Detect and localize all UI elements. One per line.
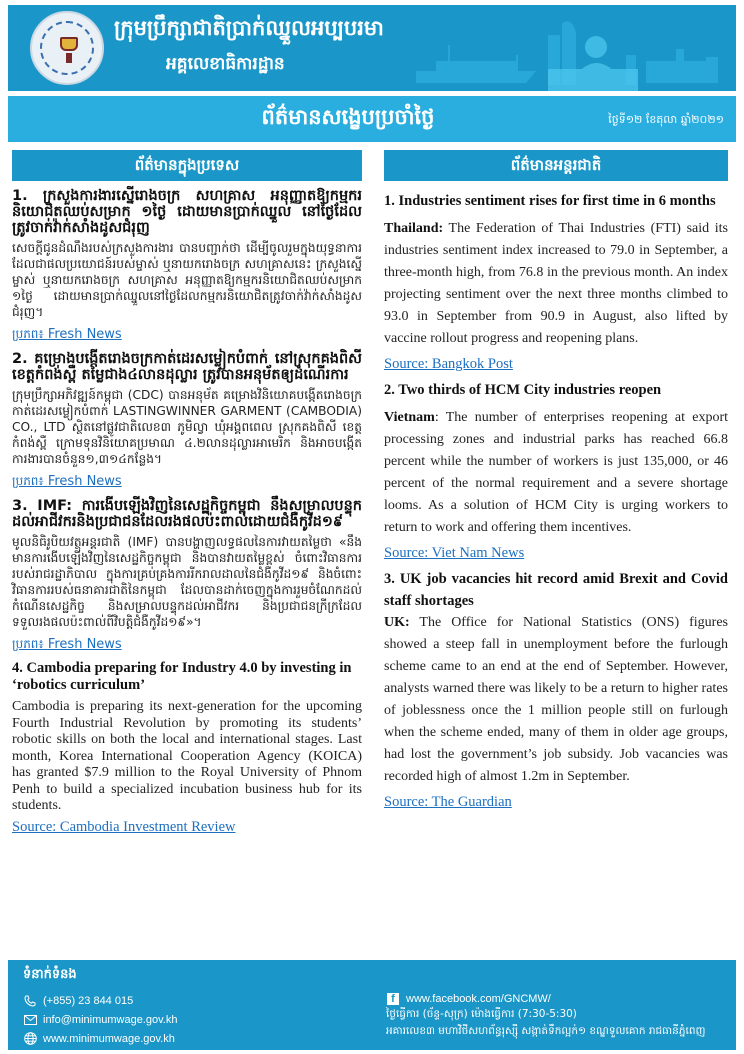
international-news-heading: ព័ត៌មានអន្តរជាតិ [384, 150, 728, 181]
contact-block [23, 966, 177, 1048]
issue-date: ថ្ងៃទី១២ ខែតុលា ឆ្នាំ២០២១ [608, 113, 724, 126]
logo-cup-stem [66, 53, 72, 63]
email-link[interactable]: info@minimumwage.gov.kh [43, 1013, 178, 1026]
contact-heading: ទំនាក់ទំនង [23, 967, 77, 982]
article-body: សេចក្តីជូនដំណឹងរបស់ក្រសួងការងារ បានបញ្ជាក់ថា ដើម្បីចូលរួមក្នុងយុទ្ធនាការដែលជាផលប្រយោជន៍របស់ម្ចាស់ ឬនាយករោងចក្រ សហគ្រាសនេះ ក្រសួងស្នើម្ចាស់ ឬនាយករោងចក្រ សហគ្រាស អនុញ្ញាតឱ្យកម្មករនិយោជិតឈប់សម្រាក ១ថ្ងៃ ដោយមានប្រាក់ឈ្នួលនៅថ្ងៃដែលកម្មករនិយោជិតត្រូវចាក់វ៉ាក់សាំងដូសជំរុញ។ [12, 241, 362, 319]
phone-row [23, 991, 177, 1010]
national-article-1 [12, 188, 362, 344]
source-name: Fresh News [47, 474, 122, 489]
international-article-2 [384, 379, 728, 562]
article-body [384, 612, 728, 788]
phone-number: (+855) 23 844 015 [43, 994, 134, 1007]
article-title: 3. IMF: ការងើបឡើងវិញនៃសេដ្ឋកិច្ចកម្ពុជា នឹងសម្រាលបន្ទុកដល់អាជីវករនិងប្រជាជនដែលរងផលប៉ះពាល់ដោយជំងឺកូវីដ១៩ [12, 498, 362, 530]
article-source-link[interactable]: Source: Cambodia Investment Review [12, 818, 236, 835]
national-news-column [12, 150, 362, 836]
footer [8, 960, 736, 1050]
international-article-1 [384, 190, 728, 373]
globe-icon [23, 1032, 37, 1046]
source-name: Fresh News [47, 637, 122, 652]
title-bar [8, 96, 736, 142]
article-country: Thailand: [384, 221, 444, 236]
website-row [23, 1029, 177, 1048]
article-body [384, 407, 728, 539]
international-news-column [384, 150, 728, 811]
article-body: ក្រុមប្រឹក្សាអភិវឌ្ឍន៍កម្ពុជា (CDC) បានអនុម័ត គម្រោងវិនិយោគបង្កើតរោងចក្រកាត់ដេរសម្លៀកបំពាក់ LASTINGWINNER GARMENT (CAMBODIA) CO., LTD ស្ថិតនៅផ្លូវជាតិលេខ៣ ភូមិល្វា ឃុំអង្គពពេល ស្រុកគងពិសី ខេត្តកំពង់ស្ពឺ ក្រោមទុនវិនិយោគប្រមាណ ៤.២លានដុល្លារអាមេរិក និងអាចបង្កើតការងារបានចំនួន១,៣១៤កន្លែង។ [12, 388, 362, 466]
header-banner [8, 5, 736, 91]
page-title: ព័ត៌មានសង្ខេបប្រចាំថ្ងៃ [261, 105, 435, 129]
article-source-link[interactable]: Source: Bangkok Post [384, 356, 513, 372]
article-title: 2. គម្រោងបង្កើតរោងចក្រកាត់ដេរសម្លៀកបំពាក់ នៅស្រុកគងពិសី ខេត្តកំពង់ស្ពឺ តម្លៃជាង៤លានដុល្លារ ត្រូវបានអនុម័តឲ្យដំណើរការ [12, 351, 362, 383]
national-article-3 [12, 498, 362, 654]
email-icon [23, 1013, 37, 1027]
article-source-link[interactable] [12, 326, 122, 344]
facebook-row [386, 990, 705, 1007]
article-title: 1. Industries sentiment rises for first time in 6 months [384, 193, 716, 209]
article-text: : The number of enterprises reopening at export processing zones and industrial parks has reached 66.8 percent while the number of workers is just 135,000, or 46 percent of the normal requirement and a severe shortage looms. As a solution of HCM City is urging workers to return to work and offering them incentives. [384, 410, 728, 535]
org-name: ក្រុមប្រឹក្សាជាតិប្រាក់ឈ្នួលអប្បបរមា [114, 16, 384, 40]
article-body [384, 218, 728, 350]
council-seal-logo [30, 11, 104, 85]
phone-icon [23, 994, 37, 1008]
source-name: Fresh News [47, 327, 122, 342]
article-body: Cambodia is preparing its next-generation for the upcoming Fourth Industrial Revolution by promoting its students’ robotic skills on both the local and international stages. Last month, Korea International Cooperation Agency (KOICA) has granted $7.9 million to the Royal University of Phnom Penh to build a specialized incubation business hub for its students. [12, 699, 362, 813]
national-news-heading: ព័ត៌មានក្នុងប្រទេស [12, 150, 362, 181]
article-title: 3. UK job vacancies hit record amid Brexit and Covid staff shortages [384, 571, 728, 609]
article-title: 4. Cambodia preparing for Industry 4.0 by investing in ‘robotics curriculum’ [12, 660, 352, 693]
article-text: The Office for National Statistics (ONS) figures showed a steep fall in unemployment before the furlough scheme came to an end at the end of September. However, analysts warned there was likely to be a return to higher rates of joblessness once the 1 million people still on furlough when the scheme ended, many of them in older age groups, had lost the government’s job subsidy. Job vacancies was recorded high of almost 1.2m in September. [384, 615, 728, 784]
article-source-link[interactable] [12, 636, 122, 654]
article-source-link[interactable]: Source: Viet Nam News [384, 545, 525, 561]
website-link[interactable]: www.minimumwage.gov.kh [43, 1032, 175, 1045]
article-title: 1. ក្រសួងការងារស្នើរោងចក្រ សហគ្រាស អនុញ្ញាតឱ្យកម្មករនិយោជិតឈប់សម្រាក ១ថ្ងៃ ដោយមានប្រាក់ឈ្នួល នៅថ្ងៃដែលត្រូវចាក់វ៉ាក់សាំងដូសជំរុញ [12, 188, 362, 236]
logo-cup-emblem [60, 37, 78, 51]
source-label: ប្រភព៖ [12, 637, 44, 651]
office-address: អគារលេខ៣ មហាវិថីសហព័ន្ធរុស្ស៊ី សង្កាត់ទឹកល្អក់១ ខណ្ឌទួលគោក រាជធានីភ្នំពេញ [386, 1025, 706, 1037]
national-article-4 [12, 660, 362, 836]
article-body: មូលនិធិរូបិយវត្ថុអន្តរជាតិ (IMF) បានបង្ហាញលទ្ធផលនៃការវាយតម្លៃថា «នឹងមានការងើបឡើងវិញនៃសេដ្ឋកិច្ចកម្ពុជា និងបានវាយតម្លៃខ្ពស់ ចំពោះវិធានការរបស់រាជរដ្ឋាភិបាល ក្នុងការគ្រប់គ្រងការរីករាលដាលនៃជំងឺកូវីដ១៩ និងចំពោះវិធានការរបស់ធនាគារជាតិនៃកម្ពុជា ដែលបានដាក់ចេញក្នុងការរួមចំណែកដល់កំណើនសេដ្ឋកិច្ច និងសម្រាលបន្ទុកដល់អាជីវករ និងប្រជាជនក្រីក្រដែលទទួលរងផលប៉ះពាល់ពីវិបត្តិជំងឺកូវីដ១៩»។ [12, 535, 362, 629]
facebook-icon: f [386, 992, 400, 1006]
article-source-link[interactable] [12, 473, 122, 491]
article-country: Vietnam [384, 410, 435, 425]
source-label: ប្រភព៖ [12, 474, 44, 488]
org-subtitle: អគ្គលេខាធិការដ្ឋាន [166, 54, 285, 74]
source-label: ប្រភព៖ [12, 327, 44, 341]
social-block [386, 990, 705, 1041]
article-source-link[interactable]: Source: The Guardian [384, 794, 512, 810]
international-article-3 [384, 568, 728, 811]
facebook-link[interactable]: www.facebook.com/GNCMW/ [406, 992, 551, 1005]
national-article-2 [12, 351, 362, 491]
industry-illustration [376, 5, 736, 91]
email-row [23, 1010, 177, 1029]
office-hours: ថ្ងៃធ្វើការ (ច័ន្ទ-សុក្រ) ម៉ោងធ្វើការ (7:30-5:30) [386, 1008, 577, 1020]
article-country: UK: [384, 615, 410, 630]
article-title: 2. Two thirds of HCM City industries reopen [384, 382, 662, 398]
article-text: The Federation of Thai Industries (FTI) said its industries sentiment index increased to 79.0 in September, a three-month high, from 76.8 in the previous month. An index projecting sentiment over the next three months climbed to 93.0 in September from 90.9 in August, also lifted by vaccine rollout progress and reopening plans. [384, 221, 728, 346]
